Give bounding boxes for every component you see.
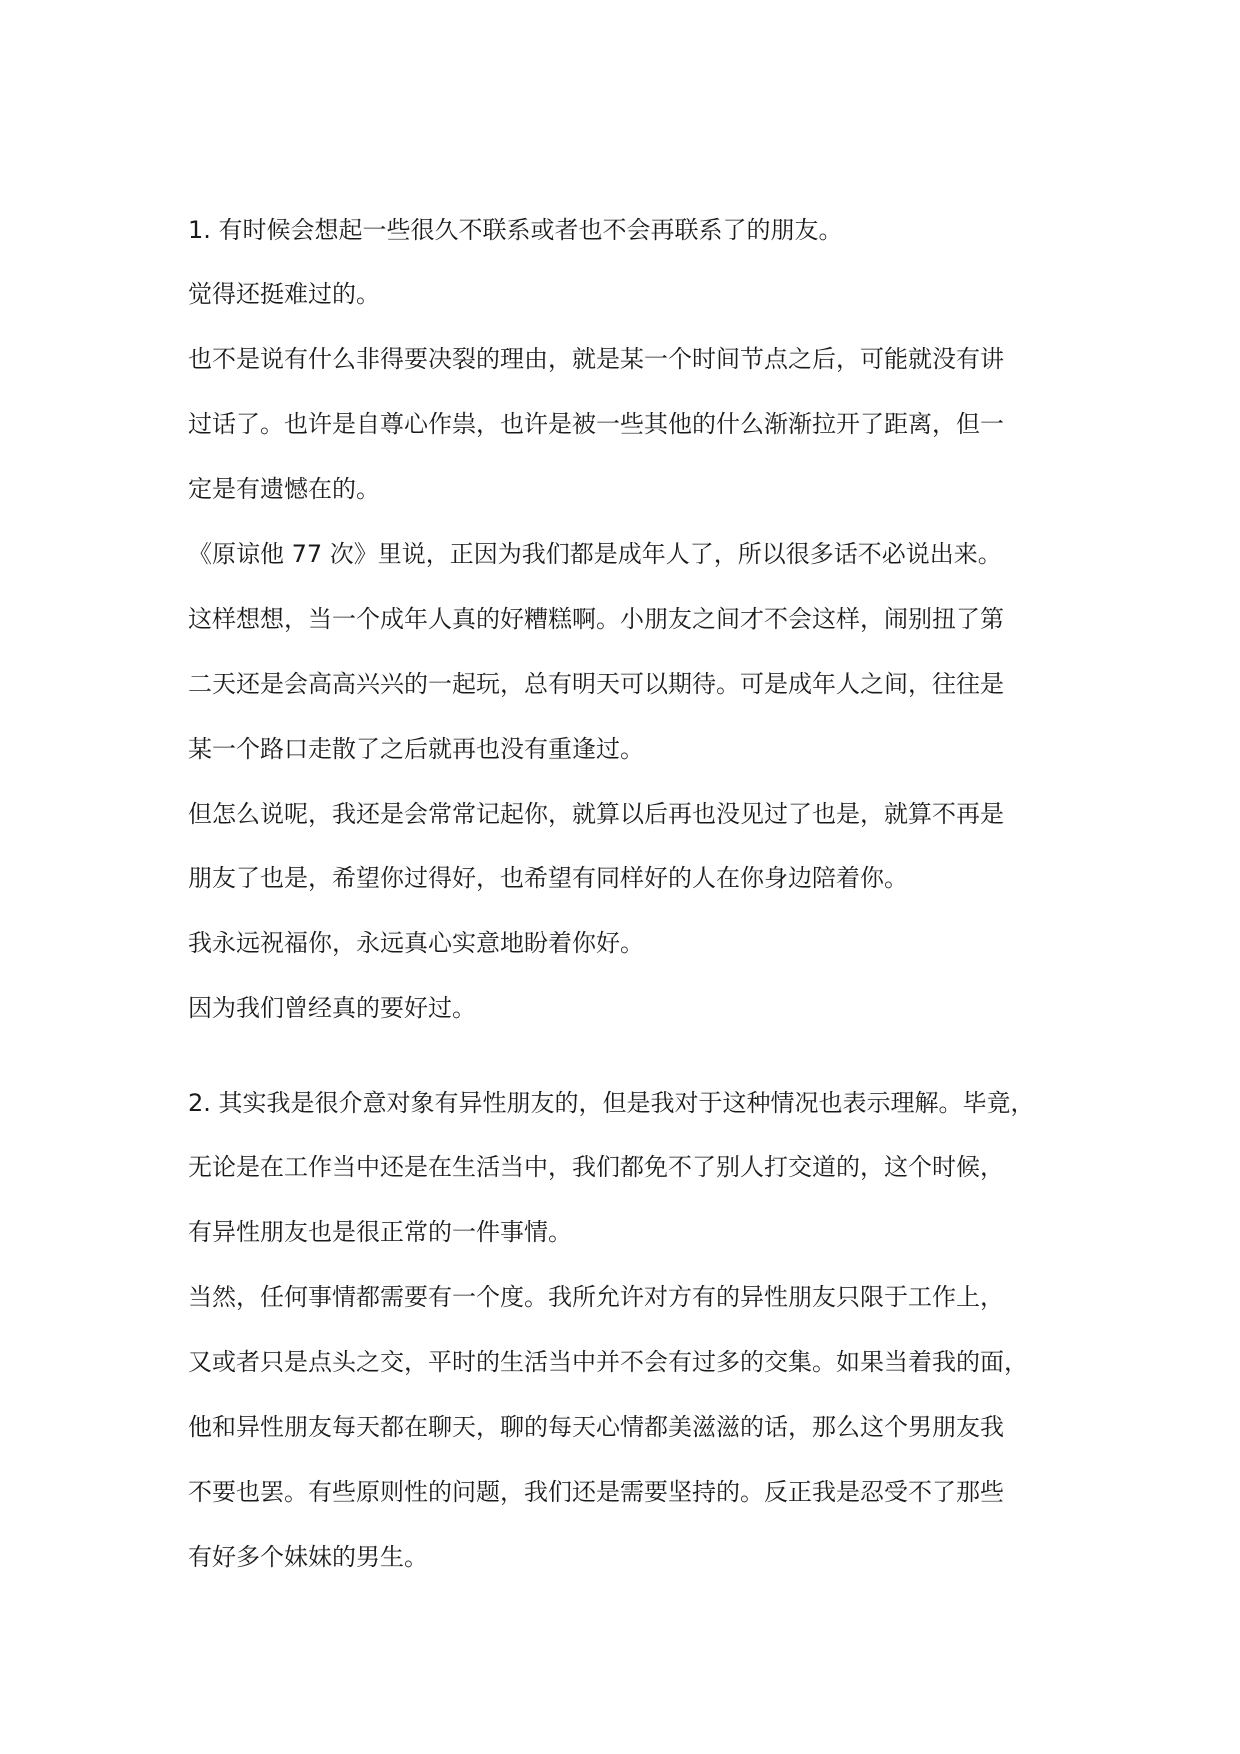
text-line: 定是有遗憾在的。 — [188, 475, 380, 503]
text-line: 我永远祝福你，永远真心实意地盼着你好。 — [188, 929, 644, 957]
text-line: 1. 有时候会想起一些很久不联系或者也不会再联系了的朋友。 — [188, 216, 843, 244]
text-line: 过话了。也许是自尊心作祟，也许是被一些其他的什么渐渐拉开了距离，但一 — [188, 410, 1004, 438]
text-line: 朋友了也是，希望你过得好，也希望有同样好的人在你身边陪着你。 — [188, 864, 908, 892]
text-line: 2. 其实我是很介意对象有异性朋友的，但是我对于这种情况也表示理解。毕竟， — [188, 1089, 1035, 1117]
text-line: 也不是说有什么非得要决裂的理由，就是某一个时间节点之后，可能就没有讲 — [188, 345, 1004, 373]
text-line: 觉得还挺难过的。 — [188, 280, 380, 308]
text-line: 他和异性朋友每天都在聊天，聊的每天心情都美滋滋的话，那么这个男朋友我 — [188, 1413, 1004, 1441]
text-line: 《原谅他 77 次》里说，正因为我们都是成年人了，所以很多话不必说出来。 — [188, 540, 1002, 568]
text-line: 这样想想，当一个成年人真的好糟糕啊。小朋友之间才不会这样，闹别扭了第 — [188, 605, 1004, 633]
text-line: 但怎么说呢，我还是会常常记起你，就算以后再也没见过了也是，就算不再是 — [188, 800, 1004, 828]
text-line: 不要也罢。有些原则性的问题，我们还是需要坚持的。反正我是忍受不了那些 — [188, 1478, 1004, 1506]
text-line: 当然，任何事情都需要有一个度。我所允许对方有的异性朋友只限于工作上， — [188, 1283, 1004, 1311]
text-line: 又或者只是点头之交，平时的生活当中并不会有过多的交集。如果当着我的面， — [188, 1348, 1028, 1376]
text-line: 某一个路口走散了之后就再也没有重逢过。 — [188, 735, 644, 763]
text-line: 二天还是会高高兴兴的一起玩，总有明天可以期待。可是成年人之间，往往是 — [188, 670, 1004, 698]
text-line: 无论是在工作当中还是在生活当中，我们都免不了别人打交道的，这个时候， — [188, 1153, 1004, 1181]
text-line: 因为我们曾经真的要好过。 — [188, 994, 476, 1022]
text-line: 有好多个妹妹的男生。 — [188, 1543, 428, 1571]
text-line: 有异性朋友也是很正常的一件事情。 — [188, 1218, 572, 1246]
